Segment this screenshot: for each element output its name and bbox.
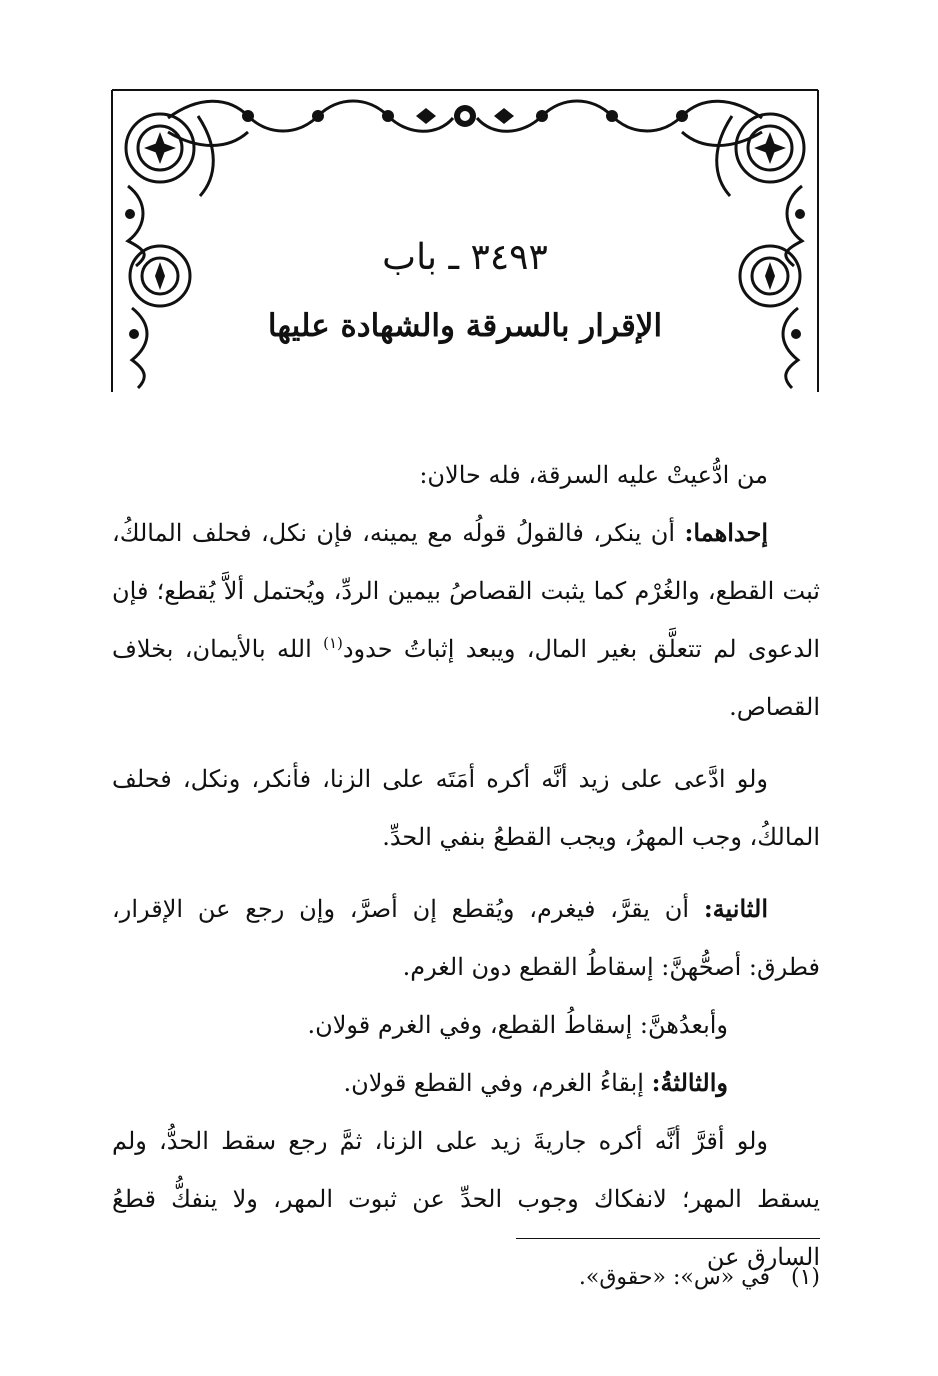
paragraph-third-text: إبقاءُ الغرم، وفي القطع قولان.	[343, 1069, 652, 1097]
paragraph-claim: ولو ادَّعى على زيد أنَّه أكره أمَتَه على الزنا، فأنكر، ونكل، فحلف المالكُ، وجب المهرُ، ويجب القطعُ بنفي الحدِّ.	[112, 765, 820, 851]
footnote-divider	[516, 1238, 820, 1239]
footnote-number: (١)	[790, 1265, 820, 1290]
paragraph-confession: ولو أقرَّ أنَّه أكره جاريةَ زيد على الزنا، ثمَّ رجع سقط الحدُّ، ولم يسقط المهر؛ لانفكاك وجوب الحدِّ عن ثبوت المهر، ولا ينفكُّ قطعُ السارق عن	[112, 1127, 820, 1271]
footnote-text: في «س»: «حقوق».	[578, 1265, 770, 1290]
paragraph-third	[112, 1054, 820, 1112]
chapter-title: ٣٤٩٣ ـ باب	[382, 237, 548, 278]
case-label-second: الثانية:	[703, 894, 768, 923]
case-label-third: والثالثةُ:	[651, 1068, 728, 1097]
paragraph-second-case	[112, 880, 820, 996]
paragraph-first-case-text-a: أن ينكر، فالقولُ قولُه مع يمينه، فإن نكل، فحلف المالكُ، ثبت القطع، والغُرْم كما يثبت القصاصُ بيمين الردِّ، ويُحتمل ألاَّ يُقطع؛ فإن الدعوى لم تتعلَّق بغير المال، ويبعد إثباتُ حدود	[112, 519, 820, 663]
paragraph-second-case-text: أن يقرَّ، فيغرم، ويُقطع إن أصرَّ، وإن رجع عن الإقرار، فطرق: أصحُّهنَّ: إسقاطُ القطع دون الغرم.	[112, 895, 820, 981]
paragraph-first-case	[112, 504, 820, 736]
footnote-reference[interactable]: (١)	[323, 634, 343, 652]
paragraph-intro: من ادُّعيتْ عليه السرقة، فله حالان:	[419, 461, 768, 489]
footnote	[300, 1262, 820, 1294]
paragraph-furthest: وأبعدُهنَّ: إسقاطُ القطع، وفي الغرم قولان.	[307, 1011, 728, 1039]
main-text	[112, 446, 820, 1286]
paragraph-first-case-text-b: الله بالأيمان، بخلاف القصاص.	[112, 635, 820, 721]
section-title: الإقرار بالسرقة والشهادة عليها	[267, 308, 663, 344]
case-label-first: إحداهما:	[684, 518, 768, 547]
